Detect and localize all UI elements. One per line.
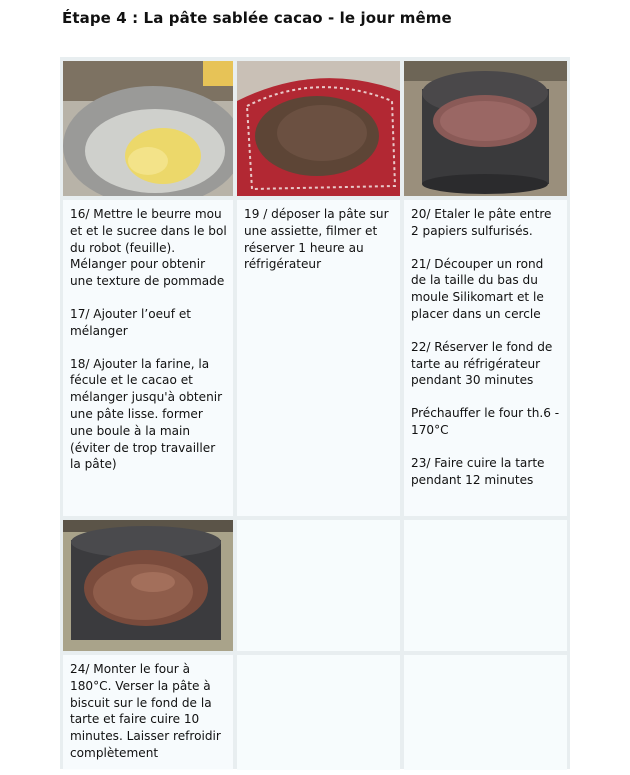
photo-dough-in-ring: [404, 61, 567, 196]
empty-cell: [237, 520, 400, 651]
step-paragraph: 21/ Découper un rond de la taille du bas du moule Silikomart et le placer dans un cercle: [411, 256, 544, 321]
step-text-20-23: [404, 200, 567, 516]
step-paragraph: 16/ Mettre le beurre mou et et le sucree dans le bol du robot (feuille). Mélanger pour obtenir une texture de pommade: [70, 207, 227, 289]
step-text-24: [63, 655, 233, 770]
empty-cell: [237, 655, 400, 770]
step-paragraph: 17/ Ajouter l’oeuf et mélanger: [70, 306, 191, 338]
photo-butter-sugar-bowl: [63, 61, 233, 196]
empty-cell: [404, 655, 567, 770]
step-paragraph: 20/ Etaler le pâte entre 2 papiers sulfurisés.: [411, 207, 552, 238]
step-paragraph: Préchauffer le four th.6 - 170°C: [411, 406, 560, 437]
step-paragraph: 23/ Faire cuire la tarte pendant 12 minutes: [411, 455, 545, 487]
page-title: Étape 4 : La pâte sablée cacao - le jour même: [62, 9, 452, 27]
step-text-19: [237, 200, 400, 516]
step-text-16-18: [63, 200, 233, 516]
photo-biscuit-batter-in-ring: [63, 520, 233, 651]
step-paragraph: 22/ Réserver le fond de tarte au réfrigérateur pendant 30 minutes: [411, 339, 553, 388]
photo-dough-on-plate: [237, 61, 400, 196]
step-paragraph: 24/ Monter le four à 180°C. Verser la pâte à biscuit sur le fond de la tarte et faire cuire 10 minutes. Laisser refroidir complètement: [70, 662, 221, 760]
step-paragraph: 19 / déposer la pâte sur une assiette, filmer et réserver 1 heure au réfrigérateur: [244, 207, 389, 272]
step-paragraph: 18/ Ajouter la farine, la fécule et le cacao et mélanger jusqu'à obtenir une pâte lisse. former une boule à la main (éviter de trop travailler la pâte): [70, 356, 223, 472]
empty-cell: [404, 520, 567, 651]
recipe-steps-table: [60, 57, 570, 769]
